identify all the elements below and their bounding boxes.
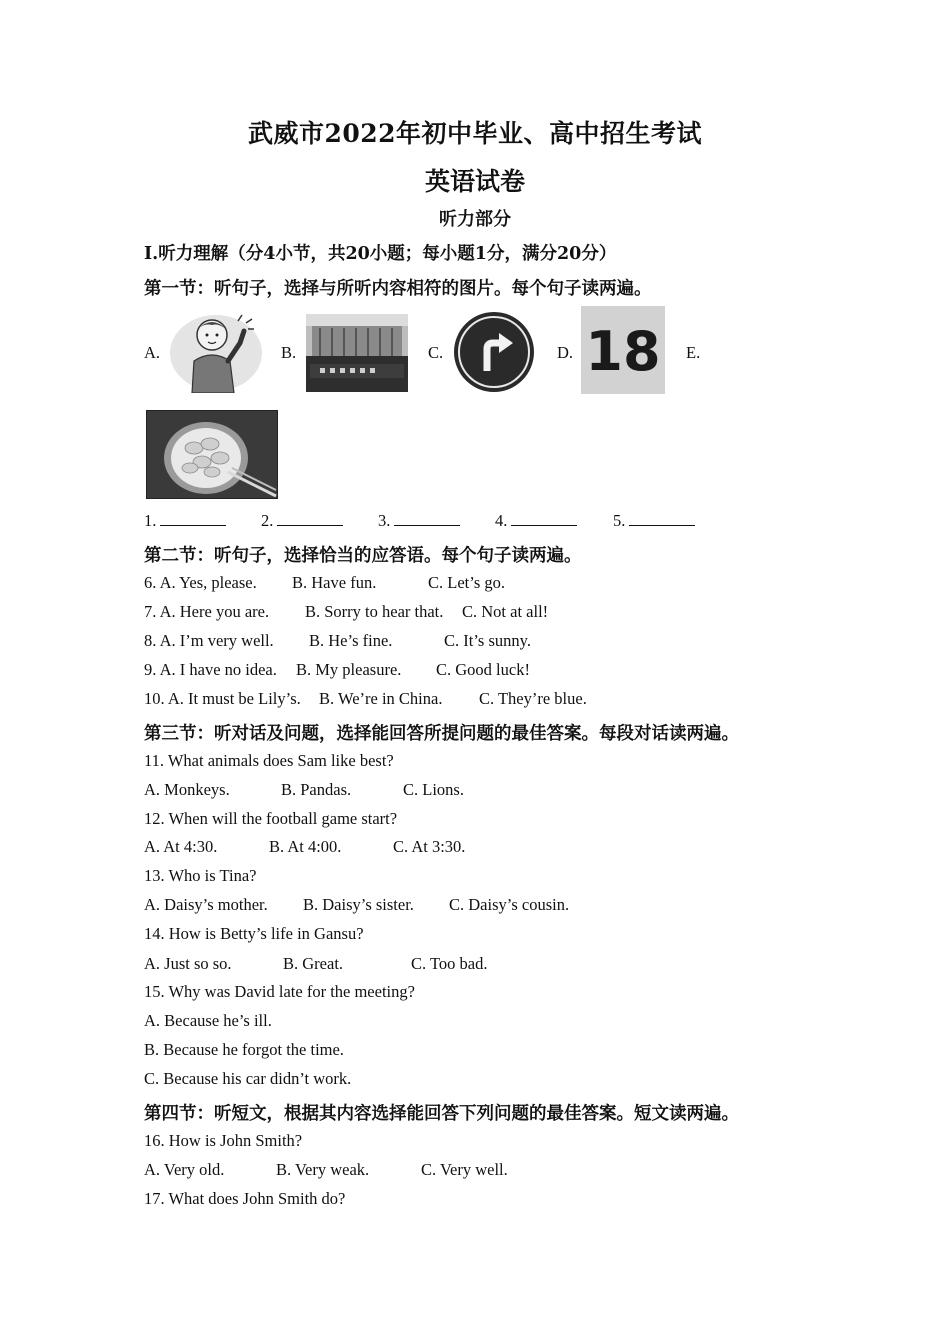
dumplings-bowl-image — [146, 410, 278, 499]
question-8-option-a: 8. A. I’m very well. — [144, 631, 274, 650]
image-label-e: E. — [686, 343, 701, 362]
question-16: 16. How is John Smith? — [144, 1131, 303, 1150]
question-11-option-b: B. Pandas. — [281, 780, 352, 799]
question-13-option-c: C. Daisy’s cousin. — [449, 895, 570, 914]
answer-blank-2[interactable]: 2. — [261, 511, 343, 531]
image-label-b: B. — [281, 343, 297, 362]
exam-title: 武威市2022年初中毕业、高中招生考试 — [247, 119, 703, 148]
question-14-option-c: C. Too bad. — [411, 954, 488, 973]
number-18-text: 18 — [585, 320, 661, 383]
question-11-option-a: A. Monkeys. — [144, 780, 230, 799]
question-9-option-a: 9. A. I have no idea. — [144, 660, 277, 679]
question-12: 12. When will the football game start? — [144, 809, 398, 828]
question-14: 14. How is Betty’s life in Gansu? — [144, 924, 364, 943]
blank-line — [394, 513, 460, 526]
question-12-option-c: C. At 3:30. — [393, 837, 466, 856]
question-15-option-c: C. Because his car didn’t work. — [144, 1069, 352, 1088]
question-6-option-b: B. Have fun. — [292, 573, 377, 592]
question-11-option-c: C. Lions. — [403, 780, 464, 799]
image-label-a: A. — [144, 343, 161, 362]
question-8-option-c: C. It’s sunny. — [444, 631, 531, 650]
turn-right-sign-icon — [453, 311, 535, 393]
question-7-option-b: B. Sorry to hear that. — [305, 602, 444, 621]
question-9-option-b: B. My pleasure. — [296, 660, 402, 679]
boy-waving-image — [168, 309, 264, 393]
question-6-option-a: 6. A. Yes, please. — [144, 573, 257, 592]
question-13-option-a: A. Daisy’s mother. — [144, 895, 268, 914]
question-14-option-a: A. Just so so. — [144, 954, 232, 973]
question-15: 15. Why was David late for the meeting? — [144, 982, 415, 1001]
question-12-option-b: B. At 4:00. — [269, 837, 342, 856]
question-10-option-a: 10. A. It must be Lily’s. — [144, 689, 301, 708]
part-title: 听力部分 — [439, 209, 511, 230]
exam-subtitle: 英语试卷 — [424, 167, 525, 196]
question-12-option-a: A. At 4:30. — [144, 837, 218, 856]
question-6-option-c: C. Let’s go. — [428, 573, 505, 592]
question-14-option-b: B. Great. — [283, 954, 344, 973]
blank-line — [511, 513, 577, 526]
section3-heading: 第三节：听对话及问题，选择能回答所提问题的最佳答案。每段对话读两遍。 — [144, 724, 739, 744]
question-17: 17. What does John Smith do? — [144, 1189, 346, 1208]
question-9-option-c: C. Good luck! — [436, 660, 530, 679]
blank-line — [277, 513, 343, 526]
section1-heading: 第一节：听句子，选择与所听内容相符的图片。每个句子读两遍。 — [144, 279, 652, 299]
question-15-option-b: B. Because he forgot the time. — [144, 1040, 344, 1059]
question-13-option-b: B. Daisy’s sister. — [303, 895, 414, 914]
question-15-option-a: A. Because he’s ill. — [144, 1011, 272, 1030]
question-7-option-c: C. Not at all! — [462, 602, 549, 621]
question-10-option-b: B. We’re in China. — [319, 689, 443, 708]
question-16-option-b: B. Very weak. — [276, 1160, 370, 1179]
question-10-option-c: C. They’re blue. — [479, 689, 587, 708]
answer-blank-4[interactable]: 4. — [495, 511, 577, 531]
answer-blank-3[interactable]: 3. — [378, 511, 460, 531]
question-11: 11. What animals does Sam like best? — [144, 751, 394, 770]
blank-line — [160, 513, 226, 526]
number-18-image — [581, 306, 665, 394]
question-16-option-c: C. Very well. — [421, 1160, 508, 1179]
section2-heading: 第二节：听句子，选择恰当的应答语。每个句子读两遍。 — [144, 546, 582, 566]
section-heading-listening: Ⅰ.听力理解（分4小节，共20小题；每小题1分，满分20分） — [144, 244, 617, 264]
question-13: 13. Who is Tina? — [144, 866, 257, 885]
answer-blank-5[interactable]: 5. — [613, 511, 695, 531]
question-16-option-a: A. Very old. — [144, 1160, 225, 1179]
image-label-d: D. — [557, 343, 574, 362]
blank-line — [629, 513, 695, 526]
library-building-image — [306, 314, 408, 392]
question-8-option-b: B. He’s fine. — [309, 631, 393, 650]
question-7-option-a: 7. A. Here you are. — [144, 602, 270, 621]
section4-heading: 第四节：听短文，根据其内容选择能回答下列问题的最佳答案。短文读两遍。 — [144, 1104, 739, 1124]
answer-blank-1[interactable]: 1. — [144, 511, 226, 531]
image-label-c: C. — [428, 343, 444, 362]
